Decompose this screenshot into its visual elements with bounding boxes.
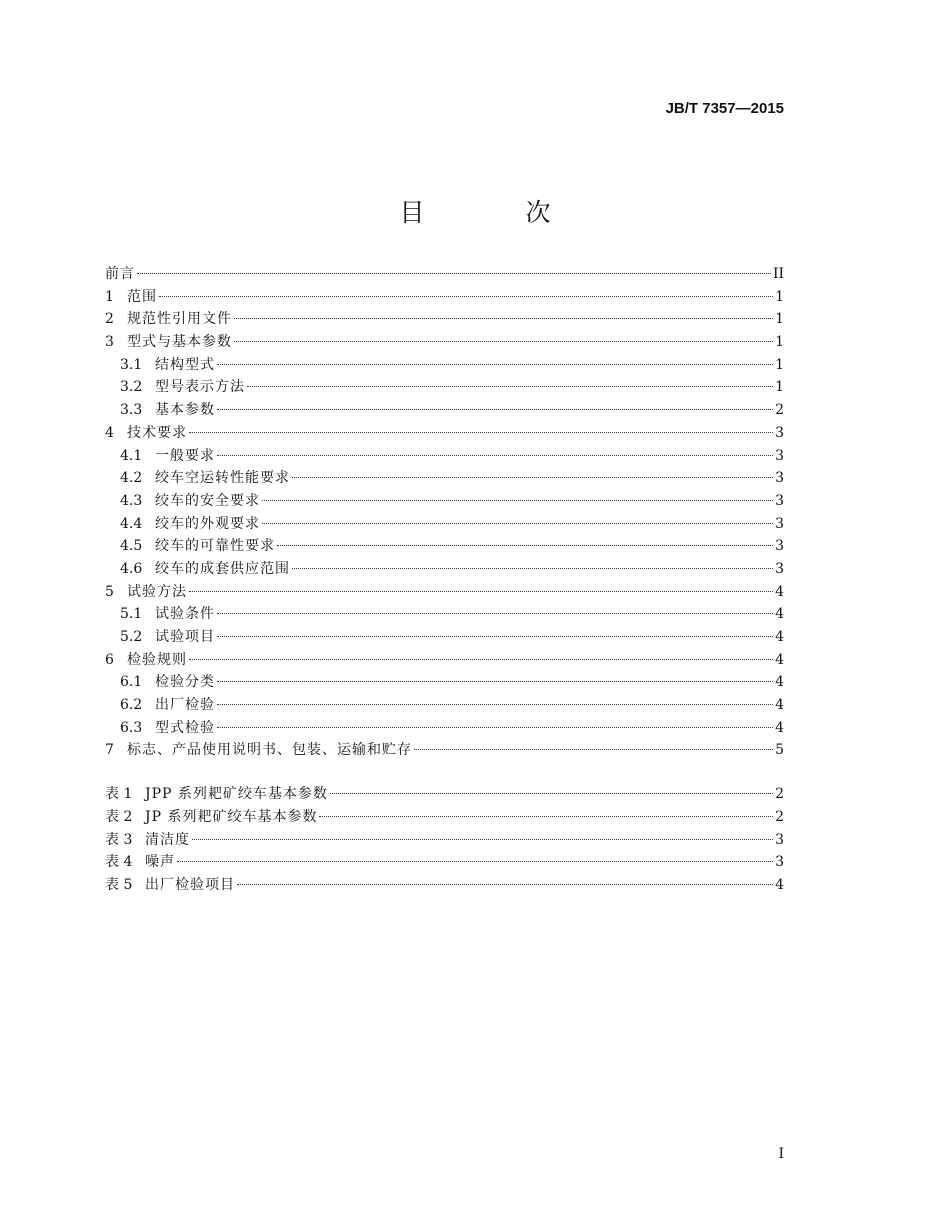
toc-table-entry-number: 表 4 bbox=[105, 854, 133, 871]
toc-entry-number: 3 bbox=[105, 334, 114, 351]
toc-entry[interactable] bbox=[105, 490, 784, 513]
toc-entry[interactable] bbox=[105, 263, 784, 286]
dot-leader bbox=[192, 838, 773, 840]
toc-entry-number: 6.2 bbox=[120, 697, 143, 714]
toc-entry-number: 3.3 bbox=[120, 402, 143, 419]
dot-leader bbox=[217, 635, 773, 637]
toc-entry[interactable] bbox=[105, 513, 784, 536]
toc-entry[interactable] bbox=[105, 717, 784, 740]
toc-table-entry-number: 表 1 bbox=[105, 786, 133, 803]
toc-entry[interactable] bbox=[105, 671, 784, 694]
toc-entry-number: 4.5 bbox=[120, 538, 143, 555]
toc-entry[interactable] bbox=[105, 376, 784, 399]
toc-entry-label: 绞车空运转性能要求 bbox=[155, 470, 290, 487]
toc-entry-number: 4.1 bbox=[120, 447, 143, 464]
toc-entry-label: 规范性引用文件 bbox=[127, 311, 232, 328]
toc-entry-page: 4 bbox=[775, 719, 784, 736]
toc-entry[interactable] bbox=[105, 399, 784, 422]
toc-entry-number: 4.6 bbox=[120, 560, 143, 577]
toc-section-list bbox=[105, 263, 784, 762]
toc-entry-label: 检验分类 bbox=[155, 674, 215, 691]
dot-leader bbox=[189, 658, 773, 660]
toc-entry-label: 绞车的可靠性要求 bbox=[155, 538, 275, 555]
dot-leader bbox=[217, 454, 773, 456]
dot-leader bbox=[247, 385, 773, 387]
toc-entry-number: 4.2 bbox=[120, 470, 143, 487]
toc-table-entry-number: 表 2 bbox=[105, 808, 133, 825]
toc-entry-label: 型式与基本参数 bbox=[127, 334, 232, 351]
toc-entry-page: 3 bbox=[775, 424, 784, 441]
dot-leader bbox=[277, 544, 773, 546]
toc-entry-page: 4 bbox=[775, 629, 784, 645]
toc-entry-number: 6.1 bbox=[120, 674, 143, 691]
toc-entry-page: 4 bbox=[775, 606, 784, 623]
dot-leader bbox=[262, 522, 773, 524]
dot-leader bbox=[177, 860, 773, 862]
toc-entry-page: 3 bbox=[775, 515, 784, 532]
toc-entry-page: 1 bbox=[775, 311, 784, 328]
toc-entry-label: 范围 bbox=[127, 288, 157, 305]
toc-entry-label: 试验方法 bbox=[127, 583, 187, 600]
toc-entry-number: 3.2 bbox=[120, 379, 143, 396]
toc-entry-number: 5.2 bbox=[120, 629, 143, 645]
toc-entry-number: 2 bbox=[105, 311, 114, 328]
dot-leader bbox=[292, 476, 773, 478]
dot-leader bbox=[159, 295, 773, 297]
toc-entry-page: 3 bbox=[775, 447, 784, 464]
toc-entry[interactable] bbox=[105, 694, 784, 717]
toc-entry-label: 结构型式 bbox=[155, 356, 215, 373]
toc-entry[interactable] bbox=[105, 331, 784, 354]
toc-table-entry-page: 2 bbox=[775, 786, 784, 803]
toc-entry[interactable] bbox=[105, 535, 784, 558]
toc-entry-label: 绞车的成套供应范围 bbox=[155, 560, 290, 577]
dot-leader bbox=[217, 612, 773, 614]
toc-entry[interactable] bbox=[105, 354, 784, 377]
toc-table-entry-label: JP 系列耙矿绞车基本参数 bbox=[145, 808, 318, 825]
toc-entry-label: 绞车的外观要求 bbox=[155, 515, 260, 532]
toc-table-entry-label: 出厂检验项目 bbox=[145, 876, 235, 893]
toc-entry-page: 3 bbox=[775, 492, 784, 509]
toc-table-entry[interactable] bbox=[105, 874, 784, 897]
toc-entry-page: 4 bbox=[775, 651, 784, 668]
toc-table-entry-label: 噪声 bbox=[145, 854, 175, 871]
toc-table-entry[interactable] bbox=[105, 851, 784, 874]
toc-entry[interactable] bbox=[105, 445, 784, 468]
standard-code: JB/T 7357—2015 bbox=[665, 100, 784, 117]
toc-entry-label: 型号表示方法 bbox=[155, 379, 245, 396]
dot-leader bbox=[217, 726, 773, 728]
toc-entry-page: 3 bbox=[775, 470, 784, 487]
dot-leader bbox=[234, 317, 773, 319]
toc-entry-page: 1 bbox=[775, 288, 784, 305]
toc-table-entry[interactable] bbox=[105, 783, 784, 806]
toc-entry-page: 1 bbox=[775, 356, 784, 373]
dot-leader bbox=[217, 703, 773, 705]
toc-entry-page: 1 bbox=[775, 334, 784, 351]
dot-leader bbox=[292, 567, 773, 569]
toc-entry-number: 3.1 bbox=[120, 356, 143, 373]
dot-leader bbox=[217, 680, 773, 682]
toc-entry-label: 检验规则 bbox=[127, 651, 187, 668]
toc-entry-page: 4 bbox=[775, 583, 784, 600]
toc-entry-number: 4.3 bbox=[120, 492, 143, 509]
page-title: 目 次 bbox=[399, 198, 589, 227]
toc-entry-page: II bbox=[772, 266, 784, 282]
toc-entry-label: 基本参数 bbox=[155, 402, 215, 419]
dot-leader bbox=[414, 748, 773, 750]
toc-table-entry-number: 表 5 bbox=[105, 876, 133, 893]
toc-entry-label: 试验条件 bbox=[155, 606, 215, 623]
toc-entry-label: 绞车的安全要求 bbox=[155, 492, 260, 509]
dot-leader bbox=[330, 792, 773, 794]
dot-leader bbox=[234, 340, 773, 342]
dot-leader bbox=[217, 408, 773, 410]
toc-table-entry-page: 4 bbox=[775, 876, 784, 893]
toc-entry-number: 7 bbox=[105, 742, 114, 759]
toc-table-entry-page: 3 bbox=[775, 854, 784, 871]
toc-table-entry-label: JPP 系列耙矿绞车基本参数 bbox=[145, 786, 328, 803]
toc-table-entry[interactable] bbox=[105, 829, 784, 852]
toc-entry[interactable] bbox=[105, 649, 784, 672]
toc-entry[interactable] bbox=[105, 558, 784, 581]
toc-entry-number: 4.4 bbox=[120, 515, 143, 532]
toc-entry[interactable] bbox=[105, 739, 784, 762]
toc-table-entry-page: 3 bbox=[775, 831, 784, 848]
toc-entry[interactable] bbox=[105, 422, 784, 445]
toc-table-entry-page: 2 bbox=[775, 808, 784, 825]
dot-leader bbox=[262, 499, 773, 501]
toc-entry[interactable] bbox=[105, 286, 784, 309]
toc-entry-number: 6.3 bbox=[120, 719, 143, 736]
toc-entry-page: 4 bbox=[775, 674, 784, 691]
toc-entry-page: 5 bbox=[775, 742, 784, 759]
toc-entry-page: 4 bbox=[775, 697, 784, 714]
toc-entry-page: 2 bbox=[775, 402, 784, 419]
dot-leader bbox=[189, 590, 773, 592]
toc-entry[interactable] bbox=[105, 308, 784, 331]
toc-entry-label: 一般要求 bbox=[155, 447, 215, 464]
toc-entry-label: 前言 bbox=[105, 266, 135, 282]
toc-entry-number: 6 bbox=[105, 651, 114, 668]
toc-entry-number: 4 bbox=[105, 424, 114, 441]
dot-leader bbox=[237, 883, 773, 885]
toc-table-entry-label: 清洁度 bbox=[145, 831, 190, 848]
toc-divider bbox=[105, 762, 784, 783]
toc-table-entry[interactable] bbox=[105, 806, 784, 829]
toc-entry-page: 3 bbox=[775, 538, 784, 555]
toc-entry[interactable] bbox=[105, 467, 784, 490]
toc-entry-number: 1 bbox=[105, 288, 114, 305]
toc-entry-label: 试验项目 bbox=[155, 629, 215, 645]
toc-entry-label: 标志、产品使用说明书、包装、运输和贮存 bbox=[127, 742, 412, 759]
toc-entry[interactable] bbox=[105, 626, 784, 649]
table-of-contents bbox=[105, 263, 784, 897]
toc-table-entry-number: 表 3 bbox=[105, 831, 133, 848]
toc-entry-page: 1 bbox=[775, 379, 784, 396]
toc-entry-label: 技术要求 bbox=[127, 424, 187, 441]
dot-leader bbox=[189, 431, 773, 433]
dot-leader bbox=[319, 815, 773, 817]
toc-table-list bbox=[105, 783, 784, 896]
footer-page-number: I bbox=[778, 1146, 784, 1162]
toc-entry-label: 型式检验 bbox=[155, 719, 215, 736]
dot-leader bbox=[217, 363, 773, 365]
toc-entry[interactable] bbox=[105, 603, 784, 626]
toc-entry[interactable] bbox=[105, 581, 784, 604]
toc-entry-label: 出厂检验 bbox=[155, 697, 215, 714]
dot-leader bbox=[137, 272, 771, 274]
toc-entry-number: 5.1 bbox=[120, 606, 143, 623]
toc-entry-page: 3 bbox=[775, 560, 784, 577]
toc-entry-number: 5 bbox=[105, 583, 114, 600]
